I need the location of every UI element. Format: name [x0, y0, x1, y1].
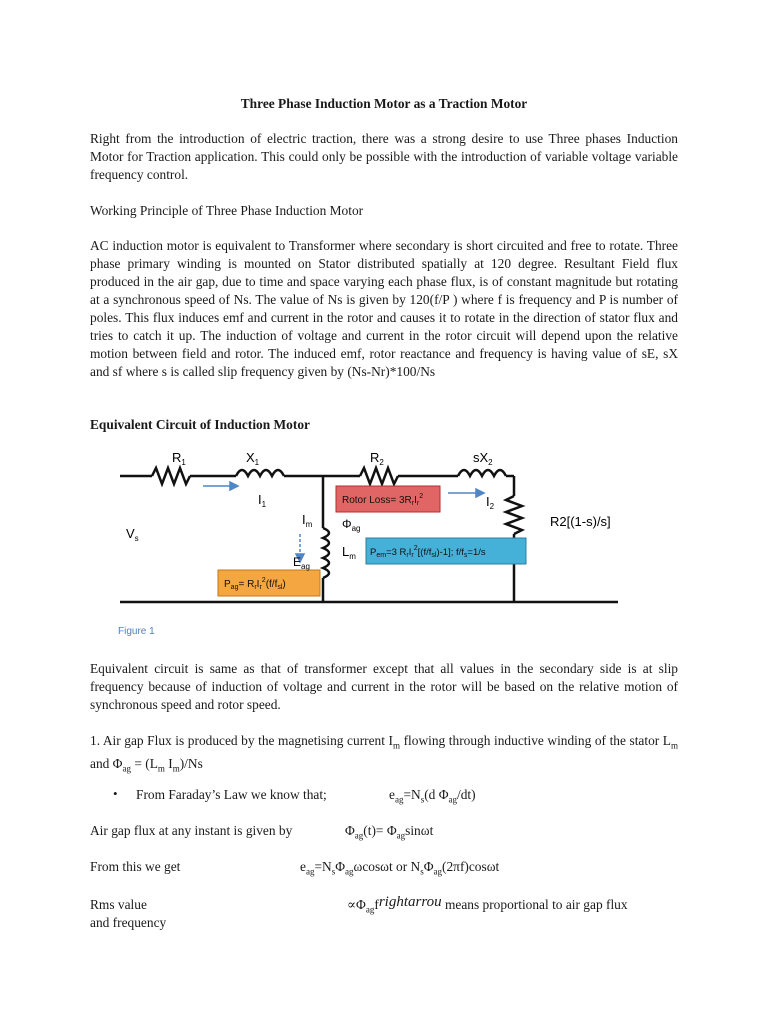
- bullet-icon: •: [113, 786, 118, 801]
- load-resistance-label: R2[(1-s)/s]: [550, 514, 611, 529]
- equivalent-circuit-paragraph: Equivalent circuit is same as that of transformer except that all values in the secondary side is at slip frequency because of induction of voltage and current in the rotor will be based on the relative motion of synchronous speed and rotor speed.: [90, 661, 678, 712]
- vs-label: $V_s$: [126, 526, 139, 543]
- r1-label: $R_1$: [172, 450, 186, 467]
- rms-value-label: Rms value: [90, 897, 147, 912]
- phi-ag-label: $\Phi_{ag}$: [342, 517, 361, 533]
- im-label: $I_m$: [302, 512, 313, 529]
- rotor-loss-text: Rotor Loss= $3R_rI_r^2$: [342, 493, 424, 507]
- sx2-label: $sX_2$: [473, 450, 493, 467]
- working-principle-paragraph: AC induction motor is equivalent to Transformer where secondary is short circuited and free to rotate. Three phase primary winding is mounted on Stator distributed spatially at 120 degree. Resultant Field flux produced in the air gap, due to time and space varying each phase flux, is of constant magnitude but rotating at a synchronous speed of Ns. The value of Ns is given by 120(f/P ) where f is frequency and P is number of poles. This flux induces emf and current in the rotor and causes it to rotate in the direction of stator flux and tries to catch it up. The induction of voltage and current in the rotor circuit will depend upon the relative motion between field and rotor. The induced emf, rotor reactance and frequency is having value of sE, sX and sf where s is called slip frequency given by (Ns-Nr)*100/Ns: [90, 238, 678, 379]
- faraday-law-equation: $e_{ag}=N_s(d$ $\Phi_{ag}/dt$): [389, 787, 476, 805]
- from-this-equation: $e_{ag}=N_s\Phi_{ag}\omega\cos\omega t$ or $N_s\Phi_{ag}(2\pi f)\cos\omega t$: [300, 859, 500, 877]
- x1-label: $X_1$: [246, 450, 260, 467]
- eag-label: $E_{ag}$: [293, 555, 310, 571]
- r2-label: $R_2$: [370, 450, 384, 467]
- airgap-flux-label: Air gap flux at any instant is given by: [90, 823, 293, 838]
- circuit-diagram: [118, 446, 628, 642]
- from-this-label: From this we get: [90, 859, 181, 874]
- airgap-flux-equation: $\Phi_{ag}(t)= \Phi_{ag}\sin\omega t$: [345, 823, 434, 841]
- pag-text: $P_{ag}= R_rI_r^2(f/f_{sl})$: [224, 577, 286, 591]
- section-heading-working-principle: Working Principle of Three Phase Induction Motor: [90, 203, 364, 218]
- lm-label: $L_m$: [342, 544, 356, 561]
- page-title: Three Phase Induction Motor as a Traction Motor: [240, 96, 528, 111]
- section-heading-equivalent-circuit: Equivalent Circuit of Induction Motor: [90, 417, 310, 432]
- rms-value-label-2: and frequency: [90, 915, 167, 930]
- i1-label: $I_1$: [258, 492, 267, 509]
- figure-caption: Figure 1: [118, 626, 155, 637]
- point-1-paragraph: 1. Air gap Flux is produced by the magnetising current $I_m$ flowing through inductive winding of the stator $L_m$ and $\Phi_{ag} = (L_m$ $I_m)/Ns$: [90, 733, 678, 774]
- faraday-law-text: From Faraday’s Law we know that;: [136, 787, 327, 802]
- pem-text: $P_{em}=3$ $R_rI_r^2[(f/f_{sl})-1]$; $f/f_s=1/s$: [370, 545, 486, 559]
- rms-value-equation: $\propto\Phi_{ag}frightarrou$ means proportional to air gap flux: [347, 894, 628, 915]
- i2-label: $I_2$: [486, 494, 495, 511]
- intro-paragraph: Right from the introduction of electric traction, there was a strong desire to use Three phases Induction Motor for Traction application. This could only be possible with the introduction of variable voltage variable frequency control.: [90, 131, 678, 182]
- equivalent-circuit-figure: [118, 446, 628, 642]
